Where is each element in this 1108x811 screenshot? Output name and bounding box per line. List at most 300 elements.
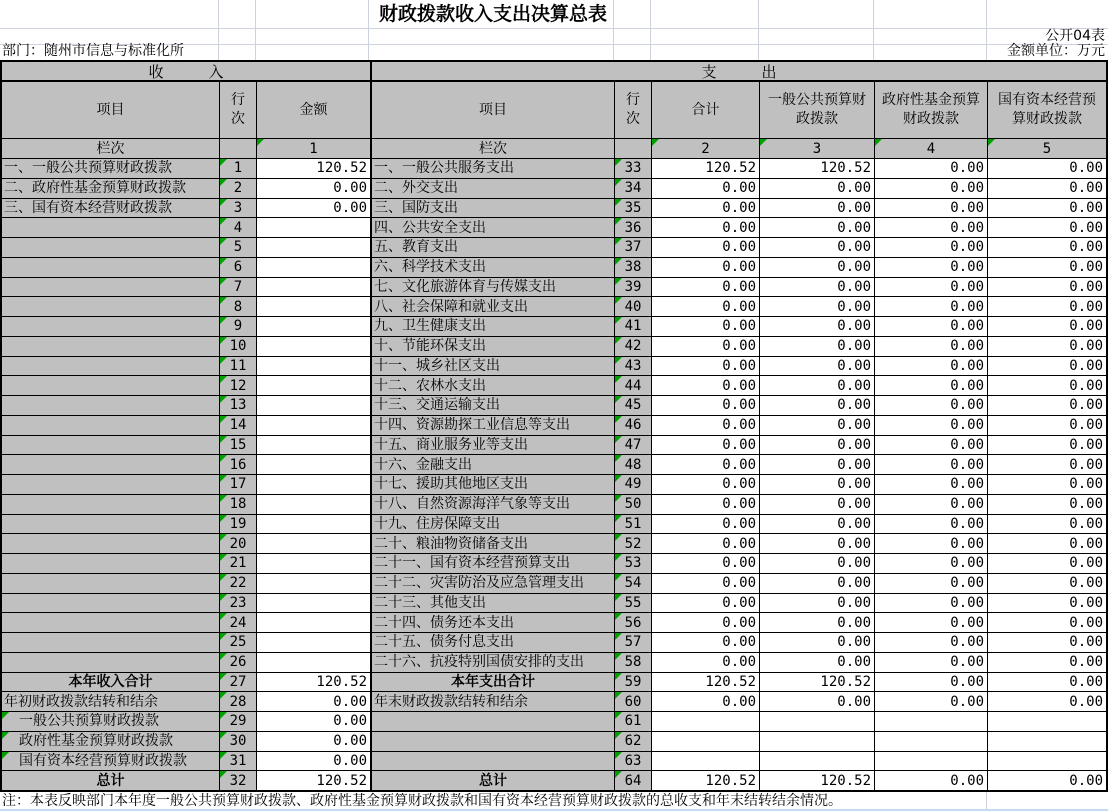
exp-total-cell[interactable] [652, 396, 760, 415]
exp-gov-fund-cell[interactable] [875, 455, 988, 474]
exp-state-capital-cell[interactable] [988, 692, 1106, 711]
exp-item-cell[interactable] [370, 317, 615, 336]
income-amount-cell[interactable] [257, 199, 370, 218]
exp-total-cell[interactable] [652, 376, 760, 395]
exp-total-cell[interactable] [652, 732, 760, 751]
exp-state-capital-cell[interactable] [988, 376, 1106, 395]
exp-rowno-cell[interactable] [615, 199, 652, 218]
exp-total-cell[interactable] [652, 534, 760, 553]
exp-item-cell[interactable] [370, 258, 615, 277]
exp-state-capital-cell[interactable] [988, 416, 1106, 435]
exp-item-cell[interactable] [370, 732, 615, 751]
exp-state-capital-cell[interactable] [988, 732, 1106, 751]
exp-general-budget-cell[interactable] [760, 495, 875, 514]
exp-item-cell[interactable] [370, 515, 615, 534]
exp-colno-4-cell[interactable]: 4 [875, 139, 988, 158]
exp-state-capital-cell[interactable] [988, 554, 1106, 573]
exp-total-cell[interactable] [652, 673, 760, 692]
income-rowno-cell[interactable] [220, 653, 257, 672]
income-amount-cell[interactable] [257, 455, 370, 474]
exp-state-capital-cell[interactable] [988, 436, 1106, 455]
exp-rowno-cell[interactable] [615, 752, 652, 771]
exp-state-capital-cell[interactable] [988, 278, 1106, 297]
income-rowno-cell[interactable] [220, 199, 257, 218]
income-amount-cell[interactable] [257, 633, 370, 652]
exp-rowno-cell[interactable] [615, 692, 652, 711]
exp-gov-fund-cell[interactable] [875, 436, 988, 455]
exp-total-cell[interactable] [652, 278, 760, 297]
exp-total-cell[interactable] [652, 475, 760, 494]
exp-state-capital-cell[interactable] [988, 534, 1106, 553]
exp-item-cell[interactable] [370, 574, 615, 593]
exp-gov-fund-cell[interactable] [875, 297, 988, 316]
exp-item-cell[interactable] [370, 278, 615, 297]
exp-state-capital-cell[interactable] [988, 337, 1106, 356]
exp-total-cell[interactable] [652, 455, 760, 474]
exp-state-capital-cell[interactable] [988, 633, 1106, 652]
exp-total-cell[interactable] [652, 337, 760, 356]
income-amount-cell[interactable] [257, 218, 370, 237]
income-rowno-cell[interactable] [220, 633, 257, 652]
exp-state-capital-cell[interactable] [988, 752, 1106, 771]
exp-rowno-cell[interactable] [615, 179, 652, 198]
income-rowno-cell[interactable] [220, 771, 257, 790]
income-item-cell[interactable] [2, 278, 220, 297]
exp-general-budget-cell[interactable] [760, 732, 875, 751]
exp-rowno-cell[interactable] [615, 297, 652, 316]
income-item-cell[interactable] [2, 159, 220, 178]
exp-gov-fund-cell[interactable] [875, 258, 988, 277]
exp-rowno-cell[interactable] [615, 554, 652, 573]
income-amount-cell[interactable] [257, 515, 370, 534]
exp-gov-fund-cell[interactable] [875, 199, 988, 218]
exp-rowno-cell[interactable] [615, 218, 652, 237]
exp-item-cell[interactable] [370, 752, 615, 771]
exp-item-cell[interactable] [370, 297, 615, 316]
exp-gov-fund-cell[interactable] [875, 771, 988, 790]
exp-total-cell[interactable] [652, 653, 760, 672]
exp-gov-fund-cell[interactable] [875, 238, 988, 257]
exp-total-cell[interactable] [652, 712, 760, 731]
income-amount-cell[interactable] [257, 495, 370, 514]
income-item-cell[interactable] [2, 396, 220, 415]
income-rowno-cell[interactable] [220, 337, 257, 356]
exp-general-budget-cell[interactable] [760, 752, 875, 771]
income-item-header[interactable]: 项目 [2, 82, 220, 138]
exp-rowno-cell[interactable] [615, 376, 652, 395]
exp-rowno-cell[interactable] [615, 633, 652, 652]
exp-general-budget-cell[interactable] [760, 534, 875, 553]
income-amount-cell[interactable] [257, 436, 370, 455]
exp-colno-5-cell[interactable]: 5 [988, 139, 1106, 158]
income-rowno-cell[interactable] [220, 673, 257, 692]
exp-gov-fund-cell[interactable] [875, 653, 988, 672]
exp-item-cell[interactable] [370, 238, 615, 257]
income-amount-cell[interactable] [257, 475, 370, 494]
income-rowno-cell[interactable] [220, 712, 257, 731]
exp-item-cell[interactable] [370, 396, 615, 415]
income-amount-cell[interactable] [257, 278, 370, 297]
exp-gov-fund-cell[interactable] [875, 416, 988, 435]
exp-state-capital-cell[interactable] [988, 218, 1106, 237]
exp-general-budget-cell[interactable] [760, 278, 875, 297]
income-rowno-cell[interactable] [220, 297, 257, 316]
exp-gov-fund-cell[interactable] [875, 554, 988, 573]
income-item-cell[interactable] [2, 534, 220, 553]
income-item-cell[interactable] [2, 613, 220, 632]
exp-total-cell[interactable] [652, 297, 760, 316]
exp-rowno-cell[interactable] [615, 357, 652, 376]
exp-gov-fund-cell[interactable] [875, 732, 988, 751]
exp-item-cell[interactable] [370, 613, 615, 632]
exp-rowno-cell[interactable] [615, 317, 652, 336]
income-item-cell[interactable] [2, 416, 220, 435]
income-item-cell[interactable] [2, 258, 220, 277]
income-amount-cell[interactable] [257, 752, 370, 771]
exp-total-cell[interactable] [652, 357, 760, 376]
exp-state-capital-cell[interactable] [988, 673, 1106, 692]
exp-general-budget-cell[interactable] [760, 475, 875, 494]
income-amount-cell[interactable] [257, 673, 370, 692]
exp-general-budget-cell[interactable] [760, 297, 875, 316]
exp-state-capital-cell[interactable] [988, 396, 1106, 415]
exp-state-capital-cell[interactable] [988, 613, 1106, 632]
income-amount-cell[interactable] [257, 159, 370, 178]
income-rowno-cell[interactable] [220, 475, 257, 494]
exp-gov-fund-cell[interactable] [875, 613, 988, 632]
exp-item-cell[interactable] [370, 594, 615, 613]
exp-gov-fund-cell[interactable] [875, 752, 988, 771]
exp-total-cell[interactable] [652, 574, 760, 593]
income-rowno-cell[interactable] [220, 376, 257, 395]
exp-gov-fund-cell[interactable] [875, 179, 988, 198]
income-amount-cell[interactable] [257, 534, 370, 553]
exp-gov-fund-cell[interactable] [875, 534, 988, 553]
income-item-cell[interactable] [2, 199, 220, 218]
exp-general-budget-cell[interactable] [760, 376, 875, 395]
exp-state-capital-cell[interactable] [988, 238, 1106, 257]
exp-rowno-cell[interactable] [615, 515, 652, 534]
exp-rowno-cell[interactable] [615, 771, 652, 790]
exp-rowno-cell[interactable] [615, 396, 652, 415]
exp-general-budget-cell[interactable] [760, 673, 875, 692]
income-amount-cell[interactable] [257, 337, 370, 356]
exp-rowno-cell[interactable] [615, 455, 652, 474]
income-item-cell[interactable] [2, 436, 220, 455]
income-item-cell[interactable] [2, 455, 220, 474]
exp-state-capital-cell[interactable] [988, 159, 1106, 178]
income-rowno-cell[interactable] [220, 317, 257, 336]
exp-item-cell[interactable] [370, 199, 615, 218]
exp-rowno-cell[interactable] [615, 159, 652, 178]
exp-state-capital-cell[interactable] [988, 653, 1106, 672]
exp-total-cell[interactable] [652, 515, 760, 534]
exp-gov-fund-cell[interactable] [875, 515, 988, 534]
income-rowno-cell[interactable] [220, 554, 257, 573]
exp-item-cell[interactable] [370, 673, 615, 692]
exp-state-capital-cell[interactable] [988, 357, 1106, 376]
income-amount-cell[interactable] [257, 653, 370, 672]
exp-gov-fund-cell[interactable] [875, 159, 988, 178]
exp-rowno-cell[interactable] [615, 436, 652, 455]
exp-colno-blank-cell[interactable] [615, 139, 652, 158]
income-rowno-cell[interactable] [220, 278, 257, 297]
income-amount-cell[interactable] [257, 238, 370, 257]
income-rowno-cell[interactable] [220, 218, 257, 237]
exp-item-cell[interactable] [370, 534, 615, 553]
income-amount-cell[interactable] [257, 297, 370, 316]
exp-gov-fund-cell[interactable] [875, 574, 988, 593]
exp-state-capital-header[interactable]: 国有资本经营预算财政拨款 [988, 82, 1106, 138]
income-item-cell[interactable] [2, 475, 220, 494]
exp-total-cell[interactable] [652, 258, 760, 277]
exp-state-capital-cell[interactable] [988, 455, 1106, 474]
exp-item-cell[interactable] [370, 179, 615, 198]
exp-rowno-cell[interactable] [615, 278, 652, 297]
exp-rowno-cell[interactable] [615, 613, 652, 632]
exp-state-capital-cell[interactable] [988, 199, 1106, 218]
exp-general-budget-cell[interactable] [760, 613, 875, 632]
exp-gov-fund-cell[interactable] [875, 317, 988, 336]
income-item-cell[interactable] [2, 633, 220, 652]
income-item-cell[interactable] [2, 317, 220, 336]
income-item-cell[interactable] [2, 732, 220, 751]
exp-general-budget-cell[interactable] [760, 199, 875, 218]
exp-colno-label-cell[interactable]: 栏次 [370, 139, 615, 158]
exp-general-budget-cell[interactable] [760, 238, 875, 257]
exp-rowno-header[interactable]: 行次 [615, 82, 652, 138]
exp-general-budget-cell[interactable] [760, 692, 875, 711]
exp-rowno-cell[interactable] [615, 337, 652, 356]
exp-state-capital-cell[interactable] [988, 515, 1106, 534]
income-rowno-cell[interactable] [220, 495, 257, 514]
exp-item-cell[interactable] [370, 692, 615, 711]
exp-general-budget-cell[interactable] [760, 416, 875, 435]
exp-state-capital-cell[interactable] [988, 495, 1106, 514]
income-item-cell[interactable] [2, 554, 220, 573]
exp-total-cell[interactable] [652, 238, 760, 257]
exp-item-cell[interactable] [370, 495, 615, 514]
exp-general-budget-cell[interactable] [760, 574, 875, 593]
exp-gov-fund-cell[interactable] [875, 673, 988, 692]
income-colno-1-cell[interactable]: 1 [257, 139, 370, 158]
exp-general-budget-cell[interactable] [760, 515, 875, 534]
income-rowno-header[interactable]: 行次 [220, 82, 257, 138]
income-rowno-cell[interactable] [220, 238, 257, 257]
exp-general-budget-cell[interactable] [760, 337, 875, 356]
exp-colno-2-cell[interactable]: 2 [652, 139, 760, 158]
income-item-cell[interactable] [2, 515, 220, 534]
expenditure-section-header[interactable] [370, 62, 1106, 80]
income-item-cell[interactable] [2, 752, 220, 771]
income-rowno-cell[interactable] [220, 357, 257, 376]
income-rowno-cell[interactable] [220, 159, 257, 178]
exp-total-cell[interactable] [652, 199, 760, 218]
exp-general-budget-header[interactable]: 一般公共预算财政拨款 [760, 82, 875, 138]
income-item-cell[interactable] [2, 297, 220, 316]
exp-state-capital-cell[interactable] [988, 771, 1106, 790]
exp-total-cell[interactable] [652, 594, 760, 613]
exp-gov-fund-cell[interactable] [875, 594, 988, 613]
income-item-cell[interactable] [2, 218, 220, 237]
exp-general-budget-cell[interactable] [760, 594, 875, 613]
income-amount-cell[interactable] [257, 732, 370, 751]
exp-general-budget-cell[interactable] [760, 771, 875, 790]
income-rowno-cell[interactable] [220, 594, 257, 613]
exp-rowno-cell[interactable] [615, 258, 652, 277]
exp-general-budget-cell[interactable] [760, 357, 875, 376]
exp-total-cell[interactable] [652, 436, 760, 455]
income-section-header[interactable] [2, 62, 370, 80]
exp-rowno-cell[interactable] [615, 574, 652, 593]
income-amount-cell[interactable] [257, 594, 370, 613]
exp-total-header[interactable]: 合计 [652, 82, 760, 138]
income-item-cell[interactable] [2, 357, 220, 376]
income-colno-blank-cell[interactable] [220, 139, 257, 158]
income-amount-cell[interactable] [257, 554, 370, 573]
exp-item-cell[interactable] [370, 771, 615, 790]
income-amount-cell[interactable] [257, 396, 370, 415]
exp-rowno-cell[interactable] [615, 534, 652, 553]
exp-gov-fund-cell[interactable] [875, 396, 988, 415]
income-amount-cell[interactable] [257, 317, 370, 336]
exp-general-budget-cell[interactable] [760, 218, 875, 237]
income-item-cell[interactable] [2, 337, 220, 356]
income-rowno-cell[interactable] [220, 574, 257, 593]
exp-total-cell[interactable] [652, 633, 760, 652]
exp-total-cell[interactable] [652, 416, 760, 435]
exp-gov-fund-cell[interactable] [875, 278, 988, 297]
income-rowno-cell[interactable] [220, 692, 257, 711]
income-rowno-cell[interactable] [220, 179, 257, 198]
income-item-cell[interactable] [2, 238, 220, 257]
income-rowno-cell[interactable] [220, 396, 257, 415]
exp-colno-3-cell[interactable]: 3 [760, 139, 875, 158]
exp-gov-fund-cell[interactable] [875, 337, 988, 356]
exp-item-cell[interactable] [370, 455, 615, 474]
exp-item-cell[interactable] [370, 337, 615, 356]
exp-total-cell[interactable] [652, 179, 760, 198]
income-item-cell[interactable] [2, 376, 220, 395]
exp-gov-fund-cell[interactable] [875, 475, 988, 494]
exp-state-capital-cell[interactable] [988, 317, 1106, 336]
exp-general-budget-cell[interactable] [760, 258, 875, 277]
exp-total-cell[interactable] [652, 692, 760, 711]
exp-total-cell[interactable] [652, 218, 760, 237]
exp-general-budget-cell[interactable] [760, 554, 875, 573]
exp-item-cell[interactable] [370, 416, 615, 435]
exp-total-cell[interactable] [652, 317, 760, 336]
exp-gov-fund-header[interactable]: 政府性基金预算财政拨款 [875, 82, 988, 138]
income-amount-cell[interactable] [257, 574, 370, 593]
exp-total-cell[interactable] [652, 613, 760, 632]
exp-item-cell[interactable] [370, 554, 615, 573]
income-amount-cell[interactable] [257, 712, 370, 731]
exp-general-budget-cell[interactable] [760, 436, 875, 455]
exp-gov-fund-cell[interactable] [875, 495, 988, 514]
income-amount-cell[interactable] [257, 416, 370, 435]
exp-total-cell[interactable] [652, 159, 760, 178]
exp-total-cell[interactable] [652, 554, 760, 573]
exp-total-cell[interactable] [652, 752, 760, 771]
income-item-cell[interactable] [2, 692, 220, 711]
exp-total-cell[interactable] [652, 771, 760, 790]
exp-gov-fund-cell[interactable] [875, 357, 988, 376]
exp-item-cell[interactable] [370, 357, 615, 376]
exp-state-capital-cell[interactable] [988, 258, 1106, 277]
income-rowno-cell[interactable] [220, 455, 257, 474]
exp-item-cell[interactable] [370, 633, 615, 652]
income-amount-header[interactable]: 金额 [257, 82, 370, 138]
exp-rowno-cell[interactable] [615, 475, 652, 494]
exp-rowno-cell[interactable] [615, 594, 652, 613]
exp-item-cell[interactable] [370, 436, 615, 455]
exp-state-capital-cell[interactable] [988, 179, 1106, 198]
income-amount-cell[interactable] [257, 258, 370, 277]
income-rowno-cell[interactable] [220, 436, 257, 455]
income-colno-label-cell[interactable]: 栏次 [2, 139, 220, 158]
income-item-cell[interactable] [2, 179, 220, 198]
income-item-cell[interactable] [2, 673, 220, 692]
income-item-cell[interactable] [2, 495, 220, 514]
income-rowno-cell[interactable] [220, 515, 257, 534]
exp-general-budget-cell[interactable] [760, 712, 875, 731]
income-rowno-cell[interactable] [220, 613, 257, 632]
income-rowno-cell[interactable] [220, 258, 257, 277]
income-amount-cell[interactable] [257, 357, 370, 376]
income-rowno-cell[interactable] [220, 534, 257, 553]
exp-state-capital-cell[interactable] [988, 574, 1106, 593]
exp-rowno-cell[interactable] [615, 416, 652, 435]
income-item-cell[interactable] [2, 574, 220, 593]
exp-item-cell[interactable] [370, 475, 615, 494]
income-rowno-cell[interactable] [220, 416, 257, 435]
exp-rowno-cell[interactable] [615, 653, 652, 672]
exp-item-header[interactable]: 项目 [370, 82, 615, 138]
income-amount-cell[interactable] [257, 771, 370, 790]
income-item-cell[interactable] [2, 594, 220, 613]
income-amount-cell[interactable] [257, 613, 370, 632]
exp-general-budget-cell[interactable] [760, 455, 875, 474]
exp-gov-fund-cell[interactable] [875, 633, 988, 652]
income-amount-cell[interactable] [257, 179, 370, 198]
exp-item-cell[interactable] [370, 376, 615, 395]
income-amount-cell[interactable] [257, 376, 370, 395]
income-rowno-cell[interactable] [220, 752, 257, 771]
exp-general-budget-cell[interactable] [760, 317, 875, 336]
exp-gov-fund-cell[interactable] [875, 376, 988, 395]
exp-gov-fund-cell[interactable] [875, 692, 988, 711]
exp-general-budget-cell[interactable] [760, 653, 875, 672]
exp-rowno-cell[interactable] [615, 712, 652, 731]
exp-total-cell[interactable] [652, 495, 760, 514]
exp-item-cell[interactable] [370, 218, 615, 237]
exp-state-capital-cell[interactable] [988, 594, 1106, 613]
exp-rowno-cell[interactable] [615, 732, 652, 751]
exp-general-budget-cell[interactable] [760, 633, 875, 652]
income-amount-cell[interactable] [257, 692, 370, 711]
exp-rowno-cell[interactable] [615, 495, 652, 514]
exp-item-cell[interactable] [370, 159, 615, 178]
income-item-cell[interactable] [2, 771, 220, 790]
exp-gov-fund-cell[interactable] [875, 218, 988, 237]
exp-state-capital-cell[interactable] [988, 297, 1106, 316]
exp-state-capital-cell[interactable] [988, 712, 1106, 731]
exp-state-capital-cell[interactable] [988, 475, 1106, 494]
income-rowno-cell[interactable] [220, 732, 257, 751]
exp-general-budget-cell[interactable] [760, 159, 875, 178]
exp-item-cell[interactable] [370, 712, 615, 731]
